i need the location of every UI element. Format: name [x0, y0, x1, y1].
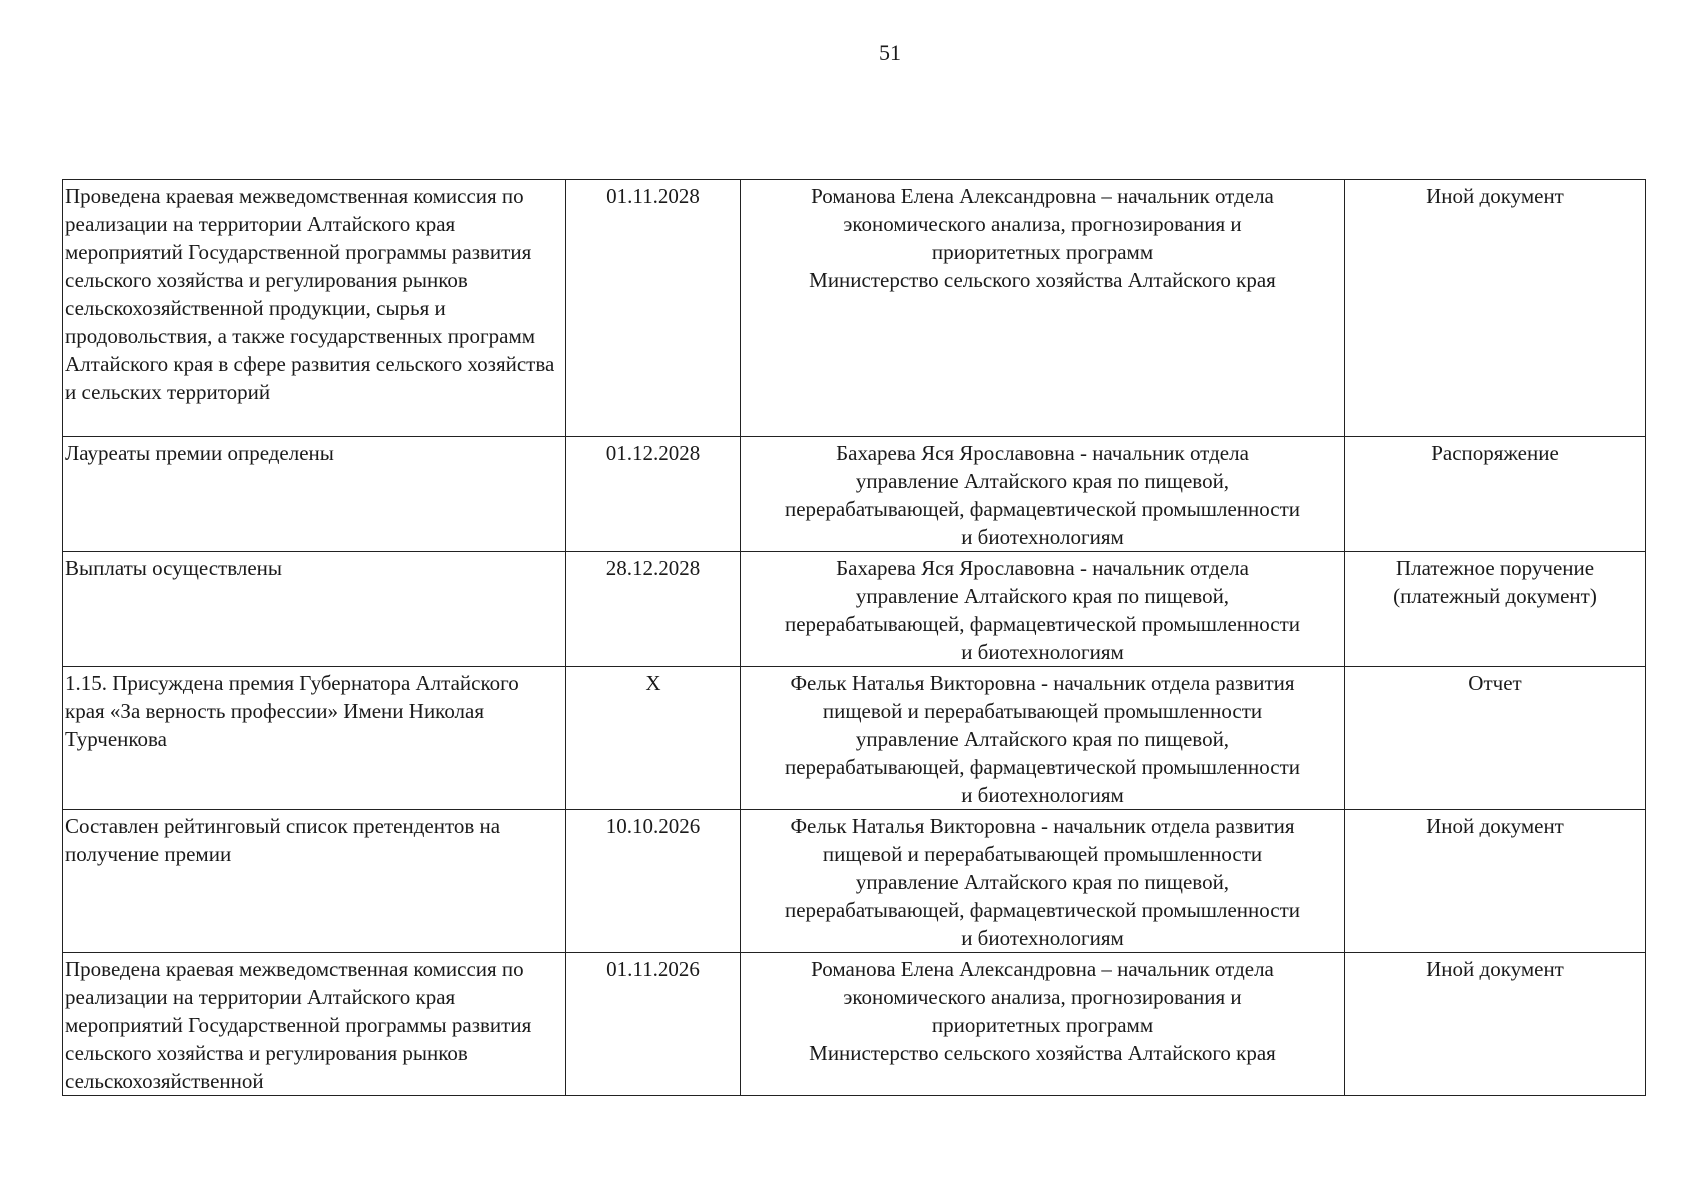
document-cell: Распоряжение — [1345, 437, 1646, 552]
responsible-line: управление Алтайского края по пищевой, — [855, 584, 1230, 608]
responsible-cell — [741, 810, 1345, 953]
responsible-line: и биотехнологиям — [961, 525, 1124, 549]
event-cell: Лауреаты премии определены — [63, 437, 566, 552]
document-cell: Иной документ — [1345, 953, 1646, 1096]
responsible-line: управление Алтайского края по пищевой, — [855, 870, 1230, 894]
responsible-line: пищевой и перерабатывающей промышленности — [822, 699, 1263, 723]
responsible-line: экономического анализа, прогнозирования и — [843, 985, 1242, 1009]
responsible-cell — [741, 437, 1345, 552]
responsible-line: и биотехнологиям — [961, 783, 1124, 807]
responsible-line: Министерство сельского хозяйства Алтайского края — [809, 1041, 1276, 1065]
table-row — [63, 667, 1646, 810]
responsible-line: приоритетных программ — [931, 240, 1154, 264]
responsible-line: приоритетных программ — [931, 1013, 1154, 1037]
document-cell: Иной документ — [1345, 810, 1646, 953]
responsible-line: перерабатывающей, фармацевтической промышленности — [784, 898, 1301, 922]
responsible-line: и биотехнологиям — [961, 640, 1124, 664]
event-cell: Проведена краевая межведомственная комиссия по реализации на территории Алтайского края мероприятий Государственной программы развития сельского хозяйства и регулирования рынков сельскохозяйственной продукции, сырья и продовольствия, а также государственных программ Алтайского края в сфере развития сельского хозяйства и сельских территорий — [63, 180, 566, 437]
plan-table — [62, 179, 1646, 1096]
responsible-line: Романова Елена Александровна – начальник отдела — [811, 957, 1274, 981]
responsible-line: экономического анализа, прогнозирования и — [843, 212, 1242, 236]
responsible-line: Бахарева Яся Ярославовна - начальник отдела — [836, 556, 1249, 580]
page-number: 51 — [879, 40, 901, 65]
table-row — [63, 953, 1646, 1096]
responsible-line: перерабатывающей, фармацевтической промышленности — [784, 755, 1301, 779]
responsible-line: Фельк Наталья Викторовна - начальник отдела развития — [790, 814, 1295, 838]
table-row — [63, 180, 1646, 437]
responsible-line: Бахарева Яся Ярославовна - начальник отдела — [836, 441, 1249, 465]
document-cell: Платежное поручение (платежный документ) — [1345, 552, 1646, 667]
date-cell: 01.11.2028 — [566, 180, 741, 437]
table-row — [63, 810, 1646, 953]
date-cell: 28.12.2028 — [566, 552, 741, 667]
responsible-cell — [741, 953, 1345, 1096]
responsible-line: Министерство сельского хозяйства Алтайского края — [809, 268, 1276, 292]
responsible-line: перерабатывающей, фармацевтической промышленности — [784, 612, 1301, 636]
event-cell: Выплаты осуществлены — [63, 552, 566, 667]
responsible-cell — [741, 667, 1345, 810]
event-cell: Составлен рейтинговый список претендентов на получение премии — [63, 810, 566, 953]
event-cell: 1.15. Присуждена премия Губернатора Алтайского края «За верность профессии» Имени Николая Турченкова — [63, 667, 566, 810]
table-row — [63, 437, 1646, 552]
responsible-line: управление Алтайского края по пищевой, — [855, 727, 1230, 751]
date-cell: Х — [566, 667, 741, 810]
responsible-line: управление Алтайского края по пищевой, — [855, 469, 1230, 493]
responsible-line: перерабатывающей, фармацевтической промышленности — [784, 497, 1301, 521]
document-cell: Отчет — [1345, 667, 1646, 810]
responsible-line: пищевой и перерабатывающей промышленности — [822, 842, 1263, 866]
date-cell: 01.11.2026 — [566, 953, 741, 1096]
responsible-cell — [741, 552, 1345, 667]
event-cell: Проведена краевая межведомственная комиссия по реализации на территории Алтайского края мероприятий Государственной программы развития сельского хозяйства и регулирования рынков сельскохозяйственной — [63, 953, 566, 1096]
date-cell: 10.10.2026 — [566, 810, 741, 953]
responsible-cell — [741, 180, 1345, 437]
responsible-line: Романова Елена Александровна – начальник отдела — [811, 184, 1274, 208]
document-cell: Иной документ — [1345, 180, 1646, 437]
date-cell: 01.12.2028 — [566, 437, 741, 552]
responsible-line: Фельк Наталья Викторовна - начальник отдела развития — [790, 671, 1295, 695]
responsible-line: и биотехнологиям — [961, 926, 1124, 950]
table-row — [63, 552, 1646, 667]
